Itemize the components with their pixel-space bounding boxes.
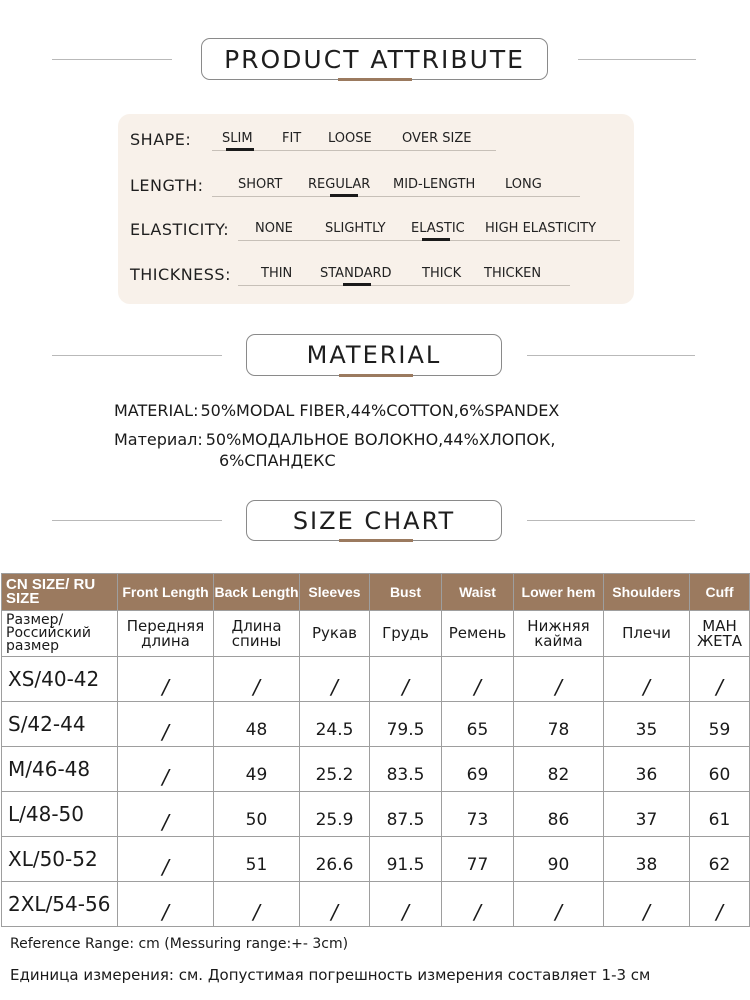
table-row (2, 747, 750, 792)
cell-waist (442, 747, 514, 792)
cell-value: 38 (635, 855, 658, 875)
cell-value: / (162, 900, 169, 924)
attribute-heading-left-rule (52, 59, 172, 60)
material-en-value: 50%MODAL FIBER,44%COTTON,6%SPANDEX (200, 401, 560, 420)
cell-waist (442, 882, 514, 927)
cell-value: 86 (547, 810, 570, 830)
cell-size (2, 837, 118, 882)
cell-size (2, 702, 118, 747)
table-row (2, 792, 750, 837)
cell-cuff (690, 702, 750, 747)
cell-size (2, 792, 118, 837)
cell-value: / (555, 900, 562, 924)
material-heading (246, 334, 502, 376)
cell-waist (442, 657, 514, 702)
material-heading-left-rule (52, 355, 222, 356)
cell-value: S/42-44 (8, 712, 86, 736)
cell-value: 91.5 (386, 855, 425, 875)
cell-lower-hem (514, 882, 604, 927)
cell-value: / (162, 855, 169, 879)
cell-value: 79.5 (386, 720, 425, 740)
header-waist: Waist (442, 574, 514, 611)
size-chart-heading-right-rule (527, 520, 695, 521)
material-ru-value: 50%МОДАЛЬНОЕ ВОЛОКНО,44%ХЛОПОК, (205, 430, 556, 449)
cell-value: 82 (547, 765, 570, 785)
cell-front-length (118, 747, 214, 792)
cell-cuff (690, 747, 750, 792)
reference-range-ru: Единица измерения: см. Допустимая погрешность измерения составляет 1-3 см (10, 966, 651, 984)
cell-value: / (331, 900, 338, 924)
cell-back-length (214, 702, 300, 747)
cell-bust (370, 702, 442, 747)
cell-value: 60 (708, 765, 731, 785)
cell-cuff (690, 882, 750, 927)
cell-shoulders (604, 837, 690, 882)
size-table-ru-header-row (2, 611, 750, 657)
option-fit: FIT (282, 131, 302, 146)
cell-bust (370, 657, 442, 702)
size-table-body (2, 657, 750, 927)
material-en-line (114, 401, 559, 420)
cell-value: / (253, 900, 260, 924)
cell-lower-hem (514, 657, 604, 702)
attribute-label-length: LENGTH: (130, 176, 204, 195)
cell-value: XL/50-52 (8, 847, 98, 871)
size-chart-heading-text: SIZE CHART (292, 506, 456, 535)
option-thin: THIN (261, 266, 293, 281)
material-ru-line (114, 430, 555, 449)
cell-value: 35 (635, 720, 658, 740)
cell-sleeves (300, 792, 370, 837)
selected-marker-regular (330, 194, 358, 197)
size-chart-table (1, 573, 750, 927)
cell-lower-hem (514, 747, 604, 792)
cell-size (2, 747, 118, 792)
option-elastic: ELASTIC (411, 221, 465, 236)
option-standard: STANDARD (320, 266, 392, 281)
attribute-row-underline (238, 285, 570, 286)
cell-value: / (716, 900, 723, 924)
reference-range-en: Reference Range: cm (Messuring range:+- 3cm) (10, 936, 349, 952)
cell-bust (370, 837, 442, 882)
cell-value: L/48-50 (8, 802, 84, 826)
cell-value: / (162, 810, 169, 834)
size-chart-heading (246, 500, 502, 541)
cell-back-length (214, 837, 300, 882)
option-mid-length: MID-LENGTH (393, 177, 476, 192)
option-none: NONE (255, 221, 293, 236)
ru-header-lower-hem: Нижняя кайма (514, 611, 604, 657)
cell-value: 36 (635, 765, 658, 785)
material-heading-accent (339, 374, 413, 377)
attribute-heading-right-rule (578, 59, 696, 60)
cell-back-length (214, 747, 300, 792)
cell-value: / (643, 900, 650, 924)
cell-value: / (402, 675, 409, 699)
cell-value: 77 (466, 855, 489, 875)
cell-sleeves (300, 657, 370, 702)
cell-back-length (214, 882, 300, 927)
material-heading-text: MATERIAL (306, 341, 442, 369)
ru-header-waist: Ремень (442, 611, 514, 657)
cell-value: 90 (547, 855, 570, 875)
cell-sleeves (300, 837, 370, 882)
selected-marker-standard (343, 283, 371, 286)
cell-value: 24.5 (315, 720, 354, 740)
ru-header-bust: Грудь (370, 611, 442, 657)
header-cn-ru-size: CN SIZE/ RU SIZE (2, 574, 118, 611)
cell-shoulders (604, 702, 690, 747)
option-thick: THICK (422, 266, 462, 281)
cell-value: 83.5 (386, 765, 425, 785)
cell-front-length (118, 837, 214, 882)
option-slim: SLIM (222, 131, 253, 146)
header-cuff: Cuff (690, 574, 750, 611)
size-table-header-row (2, 574, 750, 611)
cell-size (2, 882, 118, 927)
cell-lower-hem (514, 702, 604, 747)
cell-value: 69 (466, 765, 489, 785)
cell-value: / (162, 675, 169, 699)
cell-value: / (555, 675, 562, 699)
cell-value: XS/40-42 (8, 667, 100, 691)
cell-shoulders (604, 792, 690, 837)
attribute-label-shape: SHAPE: (130, 130, 192, 149)
cell-value: 61 (708, 810, 731, 830)
cell-value: / (402, 900, 409, 924)
option-loose: LOOSE (328, 131, 372, 146)
size-chart-heading-left-rule (52, 520, 222, 521)
cell-size (2, 657, 118, 702)
material-heading-right-rule (527, 355, 695, 356)
cell-value: / (643, 675, 650, 699)
cell-value: / (716, 675, 723, 699)
attribute-label-thickness: THICKNESS: (130, 265, 231, 284)
option-long: LONG (505, 177, 542, 192)
cell-value: 48 (245, 720, 268, 740)
material-ru-line-2 (219, 451, 336, 470)
ru-header-shoulders: Плечи (604, 611, 690, 657)
option-slightly: SLIGHTLY (325, 221, 386, 236)
cell-value: 26.6 (315, 855, 354, 875)
cell-back-length (214, 657, 300, 702)
cell-value: 62 (708, 855, 731, 875)
cell-cuff (690, 657, 750, 702)
ru-header-size: Размер/ Российский размер (2, 611, 118, 657)
size-chart-heading-accent (339, 539, 413, 542)
option-thicken: THICKEN (484, 266, 542, 281)
ru-header-sleeves: Рукав (300, 611, 370, 657)
option-over-size: OVER SIZE (402, 131, 472, 146)
cell-value: 87.5 (386, 810, 425, 830)
cell-bust (370, 882, 442, 927)
header-sleeves: Sleeves (300, 574, 370, 611)
header-back-length: Back Length (214, 574, 300, 611)
cell-shoulders (604, 657, 690, 702)
ru-header-cuff: МАН ЖЕТА (690, 611, 750, 657)
cell-value: 2XL/54-56 (8, 892, 111, 916)
cell-cuff (690, 792, 750, 837)
table-row (2, 657, 750, 702)
cell-lower-hem (514, 792, 604, 837)
cell-value: 65 (466, 720, 489, 740)
cell-back-length (214, 792, 300, 837)
cell-value: 25.2 (315, 765, 354, 785)
cell-value: 49 (245, 765, 268, 785)
option-high-elasticity: HIGH ELASTICITY (485, 221, 597, 236)
material-ru-label: Материал: (114, 430, 203, 449)
material-ru-value-cont: 6%СПАНДЕКС (219, 451, 336, 470)
cell-waist (442, 792, 514, 837)
selected-marker-slim (226, 148, 254, 151)
cell-shoulders (604, 747, 690, 792)
cell-value: M/46-48 (8, 757, 91, 781)
header-front-length: Front Length (118, 574, 214, 611)
cell-sleeves (300, 882, 370, 927)
ru-header-back-length: Длина спины (214, 611, 300, 657)
cell-value: 50 (245, 810, 268, 830)
attribute-heading (201, 38, 548, 80)
cell-front-length (118, 882, 214, 927)
cell-value: 51 (245, 855, 268, 875)
cell-value: / (162, 765, 169, 789)
header-bust: Bust (370, 574, 442, 611)
cell-value: 25.9 (315, 810, 354, 830)
attribute-heading-accent (338, 78, 412, 81)
cell-value: 78 (547, 720, 570, 740)
cell-value: 59 (708, 720, 731, 740)
cell-value: / (474, 900, 481, 924)
attribute-row-underline (212, 150, 496, 151)
ru-header-front-length: Передняя длина (118, 611, 214, 657)
cell-value: / (331, 675, 338, 699)
option-regular: REGULAR (308, 177, 371, 192)
selected-marker-elastic (422, 238, 450, 241)
cell-waist (442, 702, 514, 747)
option-short: SHORT (238, 177, 283, 192)
table-row (2, 702, 750, 747)
material-en-label: MATERIAL: (114, 401, 199, 420)
cell-front-length (118, 657, 214, 702)
cell-bust (370, 747, 442, 792)
header-lower-hem: Lower hem (514, 574, 604, 611)
cell-bust (370, 792, 442, 837)
cell-front-length (118, 792, 214, 837)
table-row (2, 837, 750, 882)
attribute-heading-text: PRODUCT ATTRIBUTE (224, 44, 525, 74)
cell-lower-hem (514, 837, 604, 882)
attribute-label-elasticity: ELASTICITY: (130, 220, 230, 239)
cell-value: / (474, 675, 481, 699)
table-row (2, 882, 750, 927)
cell-value: 73 (466, 810, 489, 830)
cell-shoulders (604, 882, 690, 927)
cell-cuff (690, 837, 750, 882)
attribute-row-underline (212, 196, 580, 197)
cell-value: / (162, 720, 169, 744)
cell-value: / (253, 675, 260, 699)
cell-front-length (118, 702, 214, 747)
header-shoulders: Shoulders (604, 574, 690, 611)
cell-value: 37 (635, 810, 658, 830)
cell-sleeves (300, 747, 370, 792)
cell-sleeves (300, 702, 370, 747)
cell-waist (442, 837, 514, 882)
